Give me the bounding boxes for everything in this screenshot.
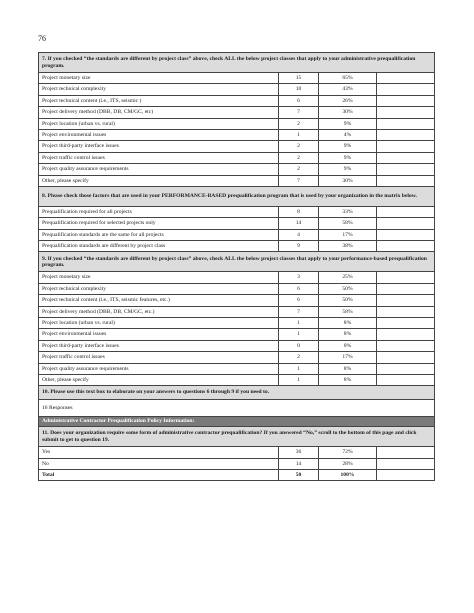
table-row xyxy=(39,295,435,306)
answer-label: Prequalification required for all projects xyxy=(39,206,279,217)
answer-label: No xyxy=(39,458,279,469)
response-count: 1 xyxy=(279,363,319,374)
response-percent: 17% xyxy=(319,352,377,363)
answer-label: Project environmental issues xyxy=(39,329,279,340)
response-percent: 58% xyxy=(319,306,377,317)
table-row xyxy=(39,129,435,140)
responses-count-text: 16 Responses xyxy=(39,399,435,416)
empty-cell xyxy=(377,95,435,106)
response-count: 9 xyxy=(279,241,319,252)
empty-cell xyxy=(377,241,435,252)
empty-cell xyxy=(377,218,435,229)
table-row xyxy=(39,218,435,229)
answer-label: Other, please specify xyxy=(39,374,279,385)
empty-cell xyxy=(377,458,435,469)
response-count: 2 xyxy=(279,141,319,152)
answer-label: Project quality assurance requirements xyxy=(39,164,279,175)
response-percent: 43% xyxy=(319,84,377,95)
empty-cell xyxy=(377,283,435,294)
table-row xyxy=(39,352,435,363)
response-count: 1 xyxy=(279,129,319,140)
response-count: 0 xyxy=(279,340,319,351)
response-count: 36 xyxy=(279,447,319,458)
response-percent: 33% xyxy=(319,206,377,217)
empty-cell xyxy=(377,141,435,152)
response-count: 10 xyxy=(279,84,319,95)
answer-label: Project monetary size xyxy=(39,73,279,84)
response-count: 7 xyxy=(279,175,319,186)
table-row xyxy=(39,447,435,458)
table-row xyxy=(39,164,435,175)
empty-cell xyxy=(377,229,435,240)
response-percent: 8% xyxy=(319,363,377,374)
total-row xyxy=(39,470,435,481)
response-percent: 50% xyxy=(319,283,377,294)
response-count: 3 xyxy=(279,272,319,283)
response-count: 7 xyxy=(279,306,319,317)
answer-label: Project location (urban vs. rural) xyxy=(39,118,279,129)
empty-cell xyxy=(377,306,435,317)
response-percent: 26% xyxy=(319,95,377,106)
response-percent: 9% xyxy=(319,152,377,163)
question-text: 9. If you checked “the standards are different by project class” above, check ALL the below project classes that apply to your performance-based prequalification program. xyxy=(39,252,435,272)
answer-label: Project technical content (i.e., ITS, seismic features, etc.) xyxy=(39,295,279,306)
table-row xyxy=(39,107,435,118)
response-percent: 38% xyxy=(319,241,377,252)
survey-results-table xyxy=(38,52,435,481)
answer-label: Prequalification required for selected projects only xyxy=(39,218,279,229)
table-row xyxy=(39,340,435,351)
total-label: Total xyxy=(39,470,279,481)
response-percent: 30% xyxy=(319,107,377,118)
total-count: 50 xyxy=(279,470,319,481)
response-percent: 0% xyxy=(319,340,377,351)
response-percent: 4% xyxy=(319,129,377,140)
response-count: 7 xyxy=(279,107,319,118)
table-row xyxy=(39,272,435,283)
response-count: 2 xyxy=(279,164,319,175)
answer-label: Project third-party interface issues xyxy=(39,340,279,351)
table-row xyxy=(39,95,435,106)
answer-label: Project technical content (i.e., ITS, seismic ) xyxy=(39,95,279,106)
question-text: 7. If you checked “the standards are different by project class” above, check ALL the below project classes that apply to your administrative prequalification program. xyxy=(39,53,435,73)
response-percent: 9% xyxy=(319,141,377,152)
answer-label: Project traffic control issues xyxy=(39,352,279,363)
response-percent: 25% xyxy=(319,272,377,283)
empty-cell xyxy=(377,118,435,129)
table-row xyxy=(39,206,435,217)
table-row xyxy=(39,318,435,329)
response-count: 2 xyxy=(279,152,319,163)
question-header-row xyxy=(39,427,435,447)
question-text: 11. Does your organization require some form of administrative contractor prequalification? If you answered “No,” scroll to the bottom of this page and click submit to get to question 19. xyxy=(39,427,435,447)
empty-cell xyxy=(377,329,435,340)
empty-cell xyxy=(377,164,435,175)
answer-label: Project technical complexity xyxy=(39,283,279,294)
table-row xyxy=(39,363,435,374)
response-count: 6 xyxy=(279,95,319,106)
empty-cell xyxy=(377,84,435,95)
table-row xyxy=(39,118,435,129)
table-row xyxy=(39,141,435,152)
table-row xyxy=(39,241,435,252)
response-count: 1 xyxy=(279,329,319,340)
answer-label: Other, please specify xyxy=(39,175,279,186)
response-percent: 8% xyxy=(319,329,377,340)
response-count: 4 xyxy=(279,229,319,240)
table-row xyxy=(39,374,435,385)
table-row xyxy=(39,152,435,163)
table-row xyxy=(39,175,435,186)
question-text: 8. Please check those factors that are used in your PERFORMANCE-BASED prequalification program that is used by your organization in the matrix below. xyxy=(39,186,435,206)
empty-cell xyxy=(377,295,435,306)
response-count: 2 xyxy=(279,352,319,363)
empty-cell xyxy=(377,175,435,186)
response-count: 6 xyxy=(279,295,319,306)
empty-cell xyxy=(377,470,435,481)
question-text: 10. Please use this text box to elaborate on your answers to questions 6 through 9 if you need to. xyxy=(39,386,435,399)
answer-label: Project delivery method (DBB, DB, CM/GC, etc) xyxy=(39,107,279,118)
response-percent: 58% xyxy=(319,218,377,229)
table-row xyxy=(39,283,435,294)
response-percent: 9% xyxy=(319,164,377,175)
response-count: 2 xyxy=(279,118,319,129)
empty-cell xyxy=(377,152,435,163)
empty-cell xyxy=(377,447,435,458)
response-percent: 9% xyxy=(319,118,377,129)
response-percent: 8% xyxy=(319,318,377,329)
question-header-row xyxy=(39,252,435,272)
section-header-text: Administrative Contractor Prequalification Policy Information: xyxy=(39,416,435,427)
total-percent: 100% xyxy=(319,470,377,481)
table-row xyxy=(39,84,435,95)
empty-cell xyxy=(377,352,435,363)
section-header-row xyxy=(39,416,435,427)
empty-cell xyxy=(377,272,435,283)
answer-label: Project technical complexity xyxy=(39,84,279,95)
table-row xyxy=(39,458,435,469)
answer-label: Project monetary size xyxy=(39,272,279,283)
empty-cell xyxy=(377,73,435,84)
answer-label: Project third-party interface issues xyxy=(39,141,279,152)
answer-label: Project quality assurance requirements xyxy=(39,363,279,374)
response-percent: 50% xyxy=(319,295,377,306)
answer-label: Prequalification standards are the same for all projects xyxy=(39,229,279,240)
empty-cell xyxy=(377,318,435,329)
answer-label: Project environmental issues xyxy=(39,129,279,140)
table-row xyxy=(39,73,435,84)
empty-cell xyxy=(377,129,435,140)
empty-cell xyxy=(377,374,435,385)
answer-label: Project delivery method (DBB, DB, CM/GC, etc.) xyxy=(39,306,279,317)
page-number: 76 xyxy=(38,34,46,43)
answer-label: Prequalification standards are different by project class xyxy=(39,241,279,252)
answer-label: Project traffic control issues xyxy=(39,152,279,163)
response-count: 15 xyxy=(279,73,319,84)
table-row xyxy=(39,306,435,317)
response-percent: 72% xyxy=(319,447,377,458)
question-header-row xyxy=(39,53,435,73)
response-count: 14 xyxy=(279,458,319,469)
empty-cell xyxy=(377,107,435,118)
response-percent: 28% xyxy=(319,458,377,469)
question-header-row xyxy=(39,386,435,399)
response-percent: 30% xyxy=(319,175,377,186)
question-header-row xyxy=(39,186,435,206)
empty-cell xyxy=(377,206,435,217)
empty-cell xyxy=(377,363,435,374)
empty-cell xyxy=(377,340,435,351)
response-count: 1 xyxy=(279,374,319,385)
response-percent: 65% xyxy=(319,73,377,84)
table-row xyxy=(39,229,435,240)
response-count: 8 xyxy=(279,206,319,217)
response-percent: 8% xyxy=(319,374,377,385)
response-count: 1 xyxy=(279,318,319,329)
response-count: 6 xyxy=(279,283,319,294)
response-count: 14 xyxy=(279,218,319,229)
table-row xyxy=(39,329,435,340)
responses-row xyxy=(39,399,435,416)
survey-table-body xyxy=(39,53,435,481)
answer-label: Yes xyxy=(39,447,279,458)
response-percent: 17% xyxy=(319,229,377,240)
answer-label: Project location (urban vs. rural) xyxy=(39,318,279,329)
